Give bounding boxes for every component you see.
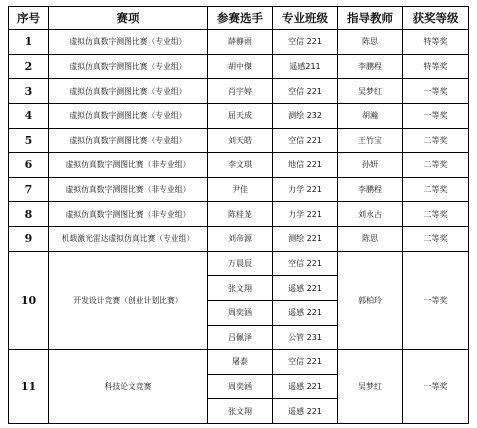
student-cell: 肖宇婷 — [208, 79, 273, 104]
teacher-cell: 李鹏程 — [338, 54, 403, 79]
table-row — [9, 79, 469, 104]
row-number: 4 — [9, 103, 49, 128]
student-cell: 吕佩泽 — [208, 325, 273, 350]
award-cell: 一等奖 — [403, 350, 469, 424]
award-cell: 二等奖 — [403, 227, 469, 252]
award-cell: 一等奖 — [403, 79, 469, 104]
teacher-cell: 王竹宝 — [338, 128, 403, 153]
class-cell: 空信 221 — [273, 128, 338, 153]
table-row — [9, 202, 469, 227]
table-row — [9, 153, 469, 178]
student-cell: 张文翔 — [208, 276, 273, 301]
event-cell: 机载激光雷达虚拟仿真比赛（专业组） — [49, 227, 208, 252]
table-row — [9, 227, 469, 252]
row-number: 6 — [9, 153, 49, 178]
header-no: 序号 — [9, 7, 49, 30]
class-cell: 遥感211 — [273, 54, 338, 79]
student-cell: 张文翔 — [208, 399, 273, 424]
table-row — [9, 251, 469, 276]
student-cell: 刘帝源 — [208, 227, 273, 252]
event-cell: 开发设计竞赛（创业计划比赛） — [49, 251, 208, 350]
header-teacher: 指导教师 — [338, 7, 403, 30]
event-cell: 虚拟仿真数字测图比赛（专业组） — [49, 128, 208, 153]
class-cell: 力学 221 — [273, 177, 338, 202]
class-cell: 测绘 232 — [273, 103, 338, 128]
table-row — [9, 103, 469, 128]
student-cell: 薛静雨 — [208, 30, 273, 55]
header-award: 获奖等级 — [403, 7, 469, 30]
class-cell: 遥感 221 — [273, 276, 338, 301]
class-cell: 遥感 221 — [273, 374, 338, 399]
award-cell: 二等奖 — [403, 177, 469, 202]
awards-table — [8, 6, 469, 424]
event-cell: 科技论文竞赛 — [49, 350, 208, 424]
header-student: 参赛选手 — [208, 7, 273, 30]
teacher-cell: 陈思 — [338, 227, 403, 252]
award-cell: 特等奖 — [403, 30, 469, 55]
header-class: 专业班级 — [273, 7, 338, 30]
class-cell: 空信 221 — [273, 350, 338, 375]
student-cell: 李文琪 — [208, 153, 273, 178]
event-cell: 虚拟仿真数字测图比赛（非专业组） — [49, 202, 208, 227]
student-cell: 屈天成 — [208, 103, 273, 128]
award-cell: 二等奖 — [403, 153, 469, 178]
student-cell: 尹佳 — [208, 177, 273, 202]
class-cell: 公管 231 — [273, 325, 338, 350]
teacher-cell: 刘永古 — [338, 202, 403, 227]
student-cell: 万晨辰 — [208, 251, 273, 276]
row-number: 5 — [9, 128, 49, 153]
row-number: 3 — [9, 79, 49, 104]
class-cell: 空信 221 — [273, 30, 338, 55]
class-cell: 空信 221 — [273, 79, 338, 104]
event-cell: 虚拟仿真数字测图比赛（专业组） — [49, 54, 208, 79]
student-cell: 胡中傑 — [208, 54, 273, 79]
event-cell: 虚拟仿真数字测图比赛（非专业组） — [49, 177, 208, 202]
student-cell: 屠泰 — [208, 350, 273, 375]
row-number: 10 — [9, 251, 49, 350]
row-number: 1 — [9, 30, 49, 55]
teacher-cell: 吴梦红 — [338, 350, 403, 424]
row-number: 8 — [9, 202, 49, 227]
class-cell: 遥感 221 — [273, 300, 338, 325]
table-row — [9, 128, 469, 153]
class-cell: 遥感 221 — [273, 399, 338, 424]
student-cell: 周奕涵 — [208, 374, 273, 399]
teacher-cell: 李鹏程 — [338, 177, 403, 202]
student-cell: 陈桂茏 — [208, 202, 273, 227]
event-cell: 虚拟仿真数字测图比赛（专业组） — [49, 79, 208, 104]
row-number: 7 — [9, 177, 49, 202]
award-cell: 二等奖 — [403, 202, 469, 227]
header-event: 赛项 — [49, 7, 208, 30]
class-cell: 力学 221 — [273, 202, 338, 227]
class-cell: 空信 221 — [273, 251, 338, 276]
award-cell: 特等奖 — [403, 54, 469, 79]
teacher-cell: 吴梦红 — [338, 79, 403, 104]
teacher-cell: 郭柏玲 — [338, 251, 403, 350]
teacher-cell: 陈思 — [338, 30, 403, 55]
event-cell: 虚拟仿真数字测图比赛（非专业组） — [49, 153, 208, 178]
table-row — [9, 177, 469, 202]
row-number: 2 — [9, 54, 49, 79]
class-cell: 测绘 221 — [273, 227, 338, 252]
header-row — [9, 7, 469, 30]
teacher-cell: 胡瀚 — [338, 103, 403, 128]
class-cell: 地信 221 — [273, 153, 338, 178]
award-cell: 二等奖 — [403, 128, 469, 153]
event-cell: 虚拟仿真数字测图比赛（专业组） — [49, 30, 208, 55]
student-cell: 周奕涵 — [208, 300, 273, 325]
award-cell: 一等奖 — [403, 251, 469, 350]
award-cell: 一等奖 — [403, 103, 469, 128]
table-row — [9, 54, 469, 79]
table-row — [9, 30, 469, 55]
student-cell: 刘天皓 — [208, 128, 273, 153]
table-row — [9, 350, 469, 375]
row-number: 9 — [9, 227, 49, 252]
event-cell: 虚拟仿真数字测图比赛（专业组） — [49, 103, 208, 128]
row-number: 11 — [9, 350, 49, 424]
teacher-cell: 孙妍 — [338, 153, 403, 178]
